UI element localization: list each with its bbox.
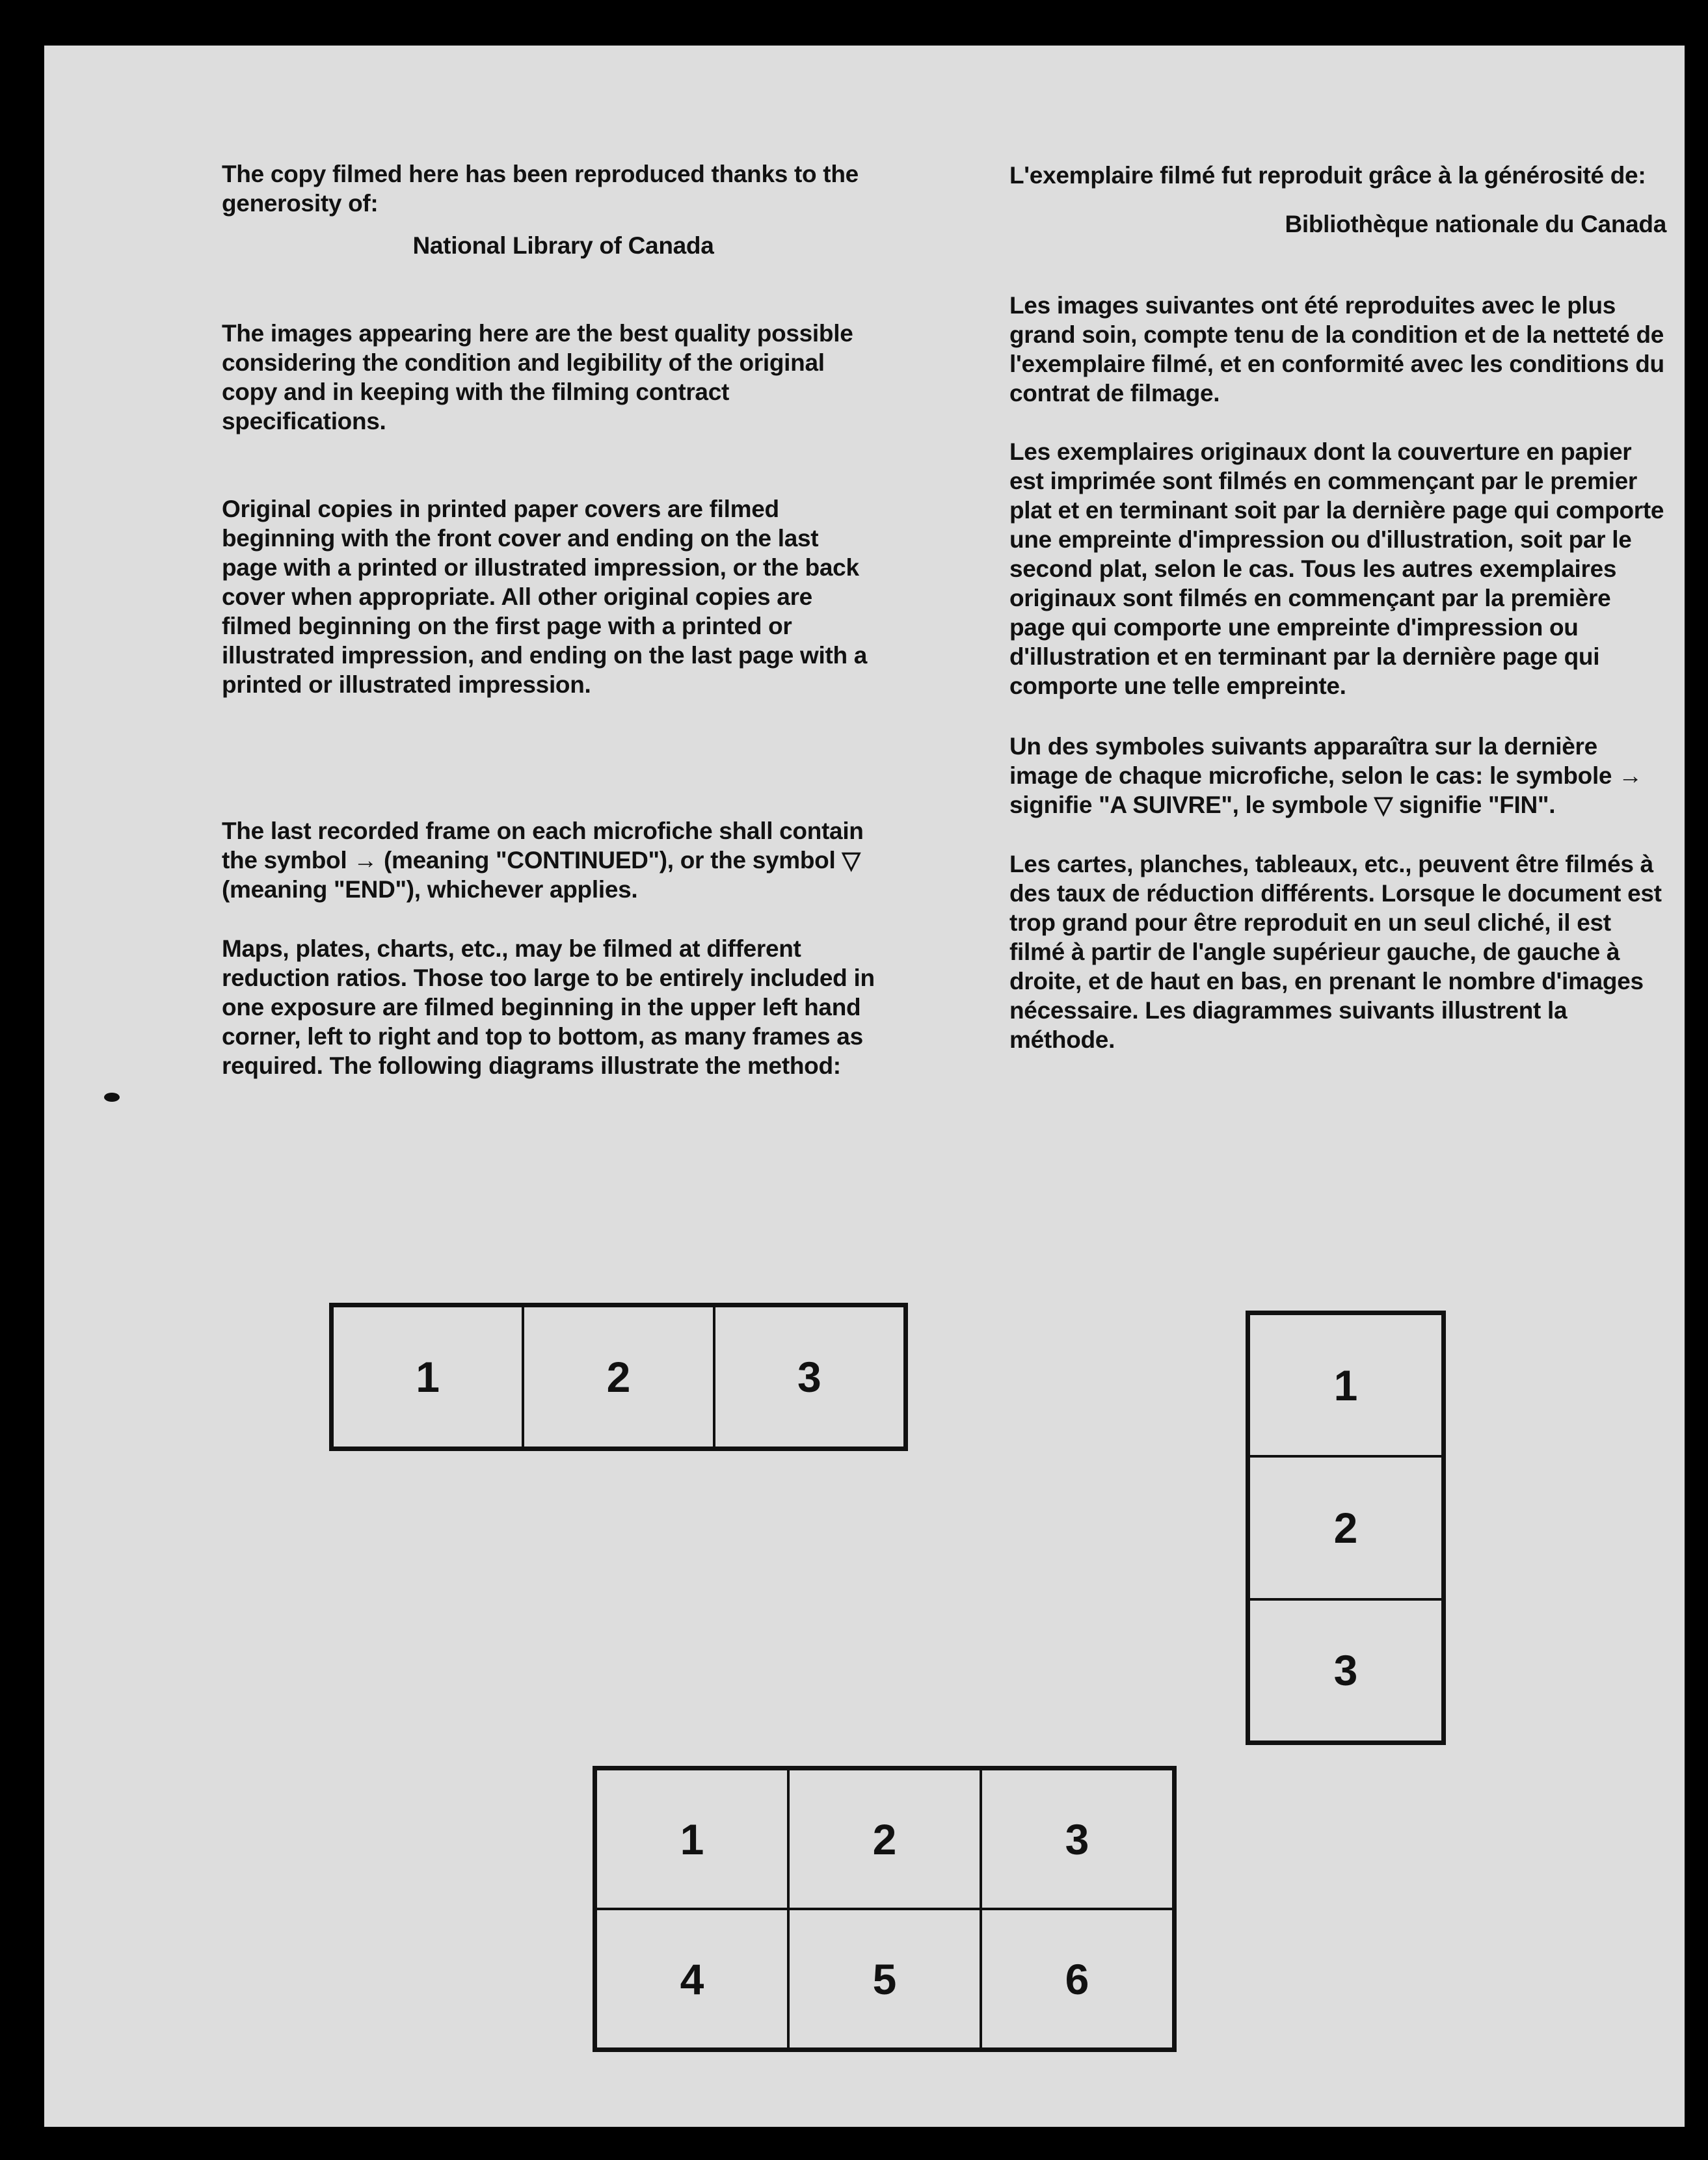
fr-maps-text: Les cartes, planches, tableaux, etc., peuvent être filmés à des taux de réduction différents. Lorsque le document est trop grand pour être reproduit en un seul cliché, il est filmé à partir de l'angle supérieur gauche, de gauche à droite, et de haut en bas, en prenant le nombre d'images nécessaire. Les diagrammes suivants illustrent la méthode. bbox=[1009, 851, 1662, 1053]
diagram-column-cell: 2 bbox=[1249, 1456, 1443, 1599]
document-page bbox=[44, 46, 1685, 2127]
fr-quality-text: Les images suivantes ont été reproduites avec le plus grand soin, compte tenu de la condition et de la netteté de l'exemplaire filmé, et en conformité avec les conditions du contrat de filmage. bbox=[1009, 292, 1664, 407]
scan-speck bbox=[104, 1093, 120, 1102]
diagram-grid-cell: 3 bbox=[981, 1769, 1173, 1909]
diagram-row bbox=[329, 1303, 908, 1451]
en-quality-text: The images appearing here are the best quality possible considering the condition and legibility of the original copy and in keeping with the filming contract specifications. bbox=[222, 320, 853, 434]
diagram-row-cell: 1 bbox=[332, 1306, 523, 1448]
diagram-grid-cell: 1 bbox=[596, 1769, 788, 1909]
en-original-copies-text: Original copies in printed paper covers are filmed beginning with the front cover and ending on the last page with a printed or illustrated impression, or the back cover when appropriate. All other original copies are filmed beginning on the first page with a printed or illustrated impression, and ending on the last page with a printed or illustrated impression. bbox=[222, 496, 868, 698]
fr-original-copies-text: Les exemplaires originaux dont la couverture en papier est imprimée sont filmés en commençant par le premier plat et en terminant soit par la dernière page qui comporte une empreinte d'impression ou d'illustration, soit par le second plat, selon le cas. Tous les autres exemplaires originaux sont filmés en commençant par la première page qui comporte une empreinte d'impression ou d'illustration et en terminant par la dernière page qui comporte une telle empreinte. bbox=[1009, 438, 1664, 699]
diagram-grid-cell: 5 bbox=[788, 1909, 981, 2049]
fr-generosity-text: L'exemplaire filmé fut reproduit grâce à la générosité de: bbox=[1009, 162, 1646, 189]
french-column bbox=[1009, 161, 1666, 1054]
fr-symbols-text-part-3: signifie "FIN". bbox=[1398, 792, 1556, 818]
en-maps-text: Maps, plates, charts, etc., may be filmed at different reduction ratios. Those too large to be entirely included in one exposure are filmed beginning in the upper left hand corner, left to right and top to bottom, as many frames as required. The following diagrams illustrate the method: bbox=[222, 935, 875, 1079]
continued-arrow-icon: → bbox=[353, 847, 378, 873]
diagram-grid-cell: 4 bbox=[596, 1909, 788, 2049]
diagram-column bbox=[1246, 1311, 1446, 1745]
en-symbols-text-part-2: (meaning "CONTINUED"), or the symbol bbox=[384, 847, 836, 873]
fr-symbols-text-part-1: Un des symboles suivants apparaîtra sur la dernière image de chaque microfiche, selon le cas: le symbole bbox=[1009, 733, 1612, 789]
diagram-row-cell: 2 bbox=[523, 1306, 714, 1448]
english-column bbox=[222, 159, 879, 1080]
end-triangle-icon: ▽ bbox=[842, 847, 861, 873]
diagram-column-cell: 3 bbox=[1249, 1599, 1443, 1742]
diagram-grid bbox=[593, 1766, 1177, 2052]
end-triangle-icon: ▽ bbox=[1374, 792, 1393, 818]
en-symbols-text-part-3: (meaning "END"), whichever applies. bbox=[222, 876, 638, 903]
en-generosity-text: The copy filmed here has been reproduced thanks to the generosity of: bbox=[222, 161, 859, 217]
fr-symbols-text bbox=[1009, 732, 1666, 820]
en-library-name: National Library of Canada bbox=[412, 232, 714, 259]
en-symbols-text-part-1: The last recorded frame on each microfiche shall contain the symbol bbox=[222, 818, 864, 873]
diagram-column-cell: 1 bbox=[1249, 1314, 1443, 1456]
continued-arrow-icon: → bbox=[1618, 762, 1642, 789]
diagram-row-cell: 3 bbox=[714, 1306, 905, 1448]
diagram-grid-cell: 2 bbox=[788, 1769, 981, 1909]
fr-library-name: Bibliothèque nationale du Canada bbox=[1285, 211, 1666, 237]
en-symbols-text bbox=[222, 816, 879, 904]
diagram-grid-cell: 6 bbox=[981, 1909, 1173, 2049]
fr-symbols-text-part-2: signifie "A SUIVRE", le symbole bbox=[1009, 792, 1368, 818]
